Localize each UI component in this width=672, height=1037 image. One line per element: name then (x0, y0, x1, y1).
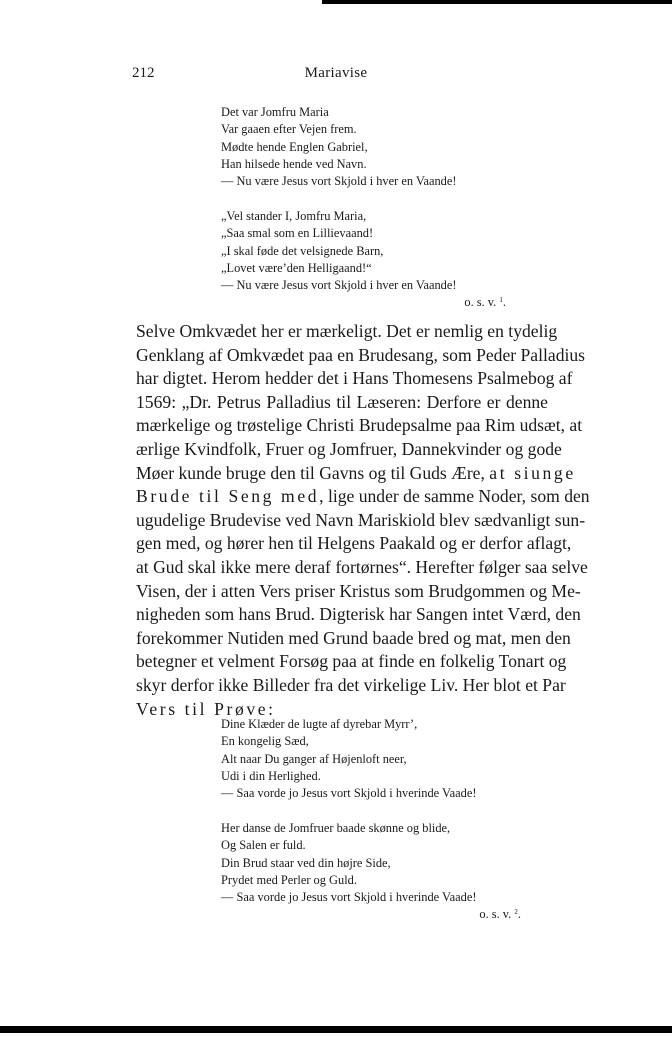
verse-block-3 (221, 716, 521, 802)
paragraph-line: 1569: „Dr. Petrus Palladius til Læseren: Derfore er denne (136, 391, 548, 412)
verse-block-4 (221, 820, 521, 924)
paragraph-line: betegner et velment Forsøg paa at finde en folkelig Tonart og (136, 651, 567, 672)
verse-line: Her danse de Jomfruer baade skønne og blide, (221, 821, 451, 835)
paragraph-line: Genklang af Omkvædet paa en Brudesang, som Peder Palladius (136, 344, 586, 365)
etcetera-note: o. s. v. $^2$. (479, 907, 521, 922)
footnote-marker: 1 (499, 296, 503, 305)
verse-refrain: — Nu være Jesus vort Skjold i hver en Vaande! (221, 278, 457, 293)
paragraph-line: Selve Omkvædet her er mærkeligt. Det er nemlig en tydelig (136, 321, 558, 341)
line-segment: Møer kunde bruge den til Gavns og til Guds Ære, (136, 462, 490, 483)
verse-line: Mødte hende Englen Gabriel, (221, 139, 368, 154)
verse-line: Det var Jomfru Maria (221, 105, 329, 119)
verse-line: En kongelig Sæd, (221, 734, 309, 749)
verse-refrain: — Saa vorde jo Jesus vort Skjold i hverinde Vaade! (221, 786, 477, 801)
spaced-quote: Brude til Seng med (136, 486, 320, 507)
verse-line: Var gaaen efter Vejen frem. (221, 122, 357, 137)
paragraph-line: skyr derfor ikke Billeder fra det virkelige Liv. Her blot et Par (136, 674, 566, 695)
verse-line: Han hilsede hende ved Navn. (221, 156, 367, 171)
etcetera-text: o. s. v. (479, 907, 512, 922)
verse-line: „Vel stander I, Jomfru Maria, (221, 209, 367, 223)
running-title: Mariavise (304, 65, 368, 81)
top-edge-rule (322, 0, 672, 4)
line-segment: , lige under de samme Noder, som den (319, 486, 590, 507)
verse-line: Og Salen er fuld. (221, 838, 306, 853)
bottom-edge-rule (0, 1026, 672, 1033)
verse-line: Dine Klæder de lugte af dyrebar Myrr’, (221, 717, 418, 731)
paragraph-line: at Gud skal ikke mere deraf fortørnes“. Herefter følger saa selve (136, 556, 588, 577)
verse-line: Udi i din Herlighed. (221, 768, 321, 783)
verse-line: Alt naar Du ganger af Højenloft neer, (221, 751, 407, 766)
paragraph-line: ærlige Kvindfolk, Fruer og Jomfruer, Dannekvinder og gode (136, 438, 562, 459)
paragraph-line: har digtet. Herom hedder det i Hans Thomesens Psalmebog af (136, 368, 573, 389)
paragraph-line: gen med, og hører hen til Helgens Paakald og er derfor aflagt, (136, 533, 572, 554)
paragraph-line: forekommer Nutiden med Grund baade bred og mat, men den (136, 627, 571, 648)
spaced-quote: at siunge (489, 462, 576, 483)
body-paragraph (136, 320, 590, 721)
footnote-marker: 2 (514, 908, 518, 917)
etcetera-text: o. s. v. (464, 295, 497, 310)
verse-block-2 (221, 208, 506, 312)
verse-line: Din Brud staar ved din højre Side, (221, 855, 391, 870)
line-segment: Vers til Prøve: (136, 698, 276, 719)
verse-line: „I skal føde det velsignede Barn, (221, 243, 384, 258)
paragraph-line: ugudelige Brudevise ved Navn Mariskiold blev sædvanligt sun- (136, 509, 586, 530)
paragraph-line: Visen, der i atten Vers priser Kristus som Brudgommen og Me- (136, 580, 581, 601)
verse-line: Prydet med Perler og Guld. (221, 872, 357, 887)
verse-line: „Lovet være’den Helligaand!“ (221, 260, 372, 275)
paragraph-line (136, 485, 590, 509)
paragraph-line: nigheden som hans Brud. Digterisk har Sangen intet Værd, den (136, 604, 581, 625)
page-number: 212 (132, 65, 155, 81)
paragraph-line (136, 462, 576, 486)
verse-block-1 (221, 104, 506, 190)
verse-line: „Saa smal som en Lillievaand! (221, 226, 374, 241)
verse-refrain: — Nu være Jesus vort Skjold i hver en Vaande! (221, 174, 457, 189)
verse-refrain: — Saa vorde jo Jesus vort Skjold i hverinde Vaade! (221, 890, 477, 905)
etcetera-note: o. s. v. $^1$. (464, 295, 506, 310)
paragraph-line: mærkelige og trøstelige Christi Brudepsalme paa Rim udsæt, at (136, 415, 583, 436)
